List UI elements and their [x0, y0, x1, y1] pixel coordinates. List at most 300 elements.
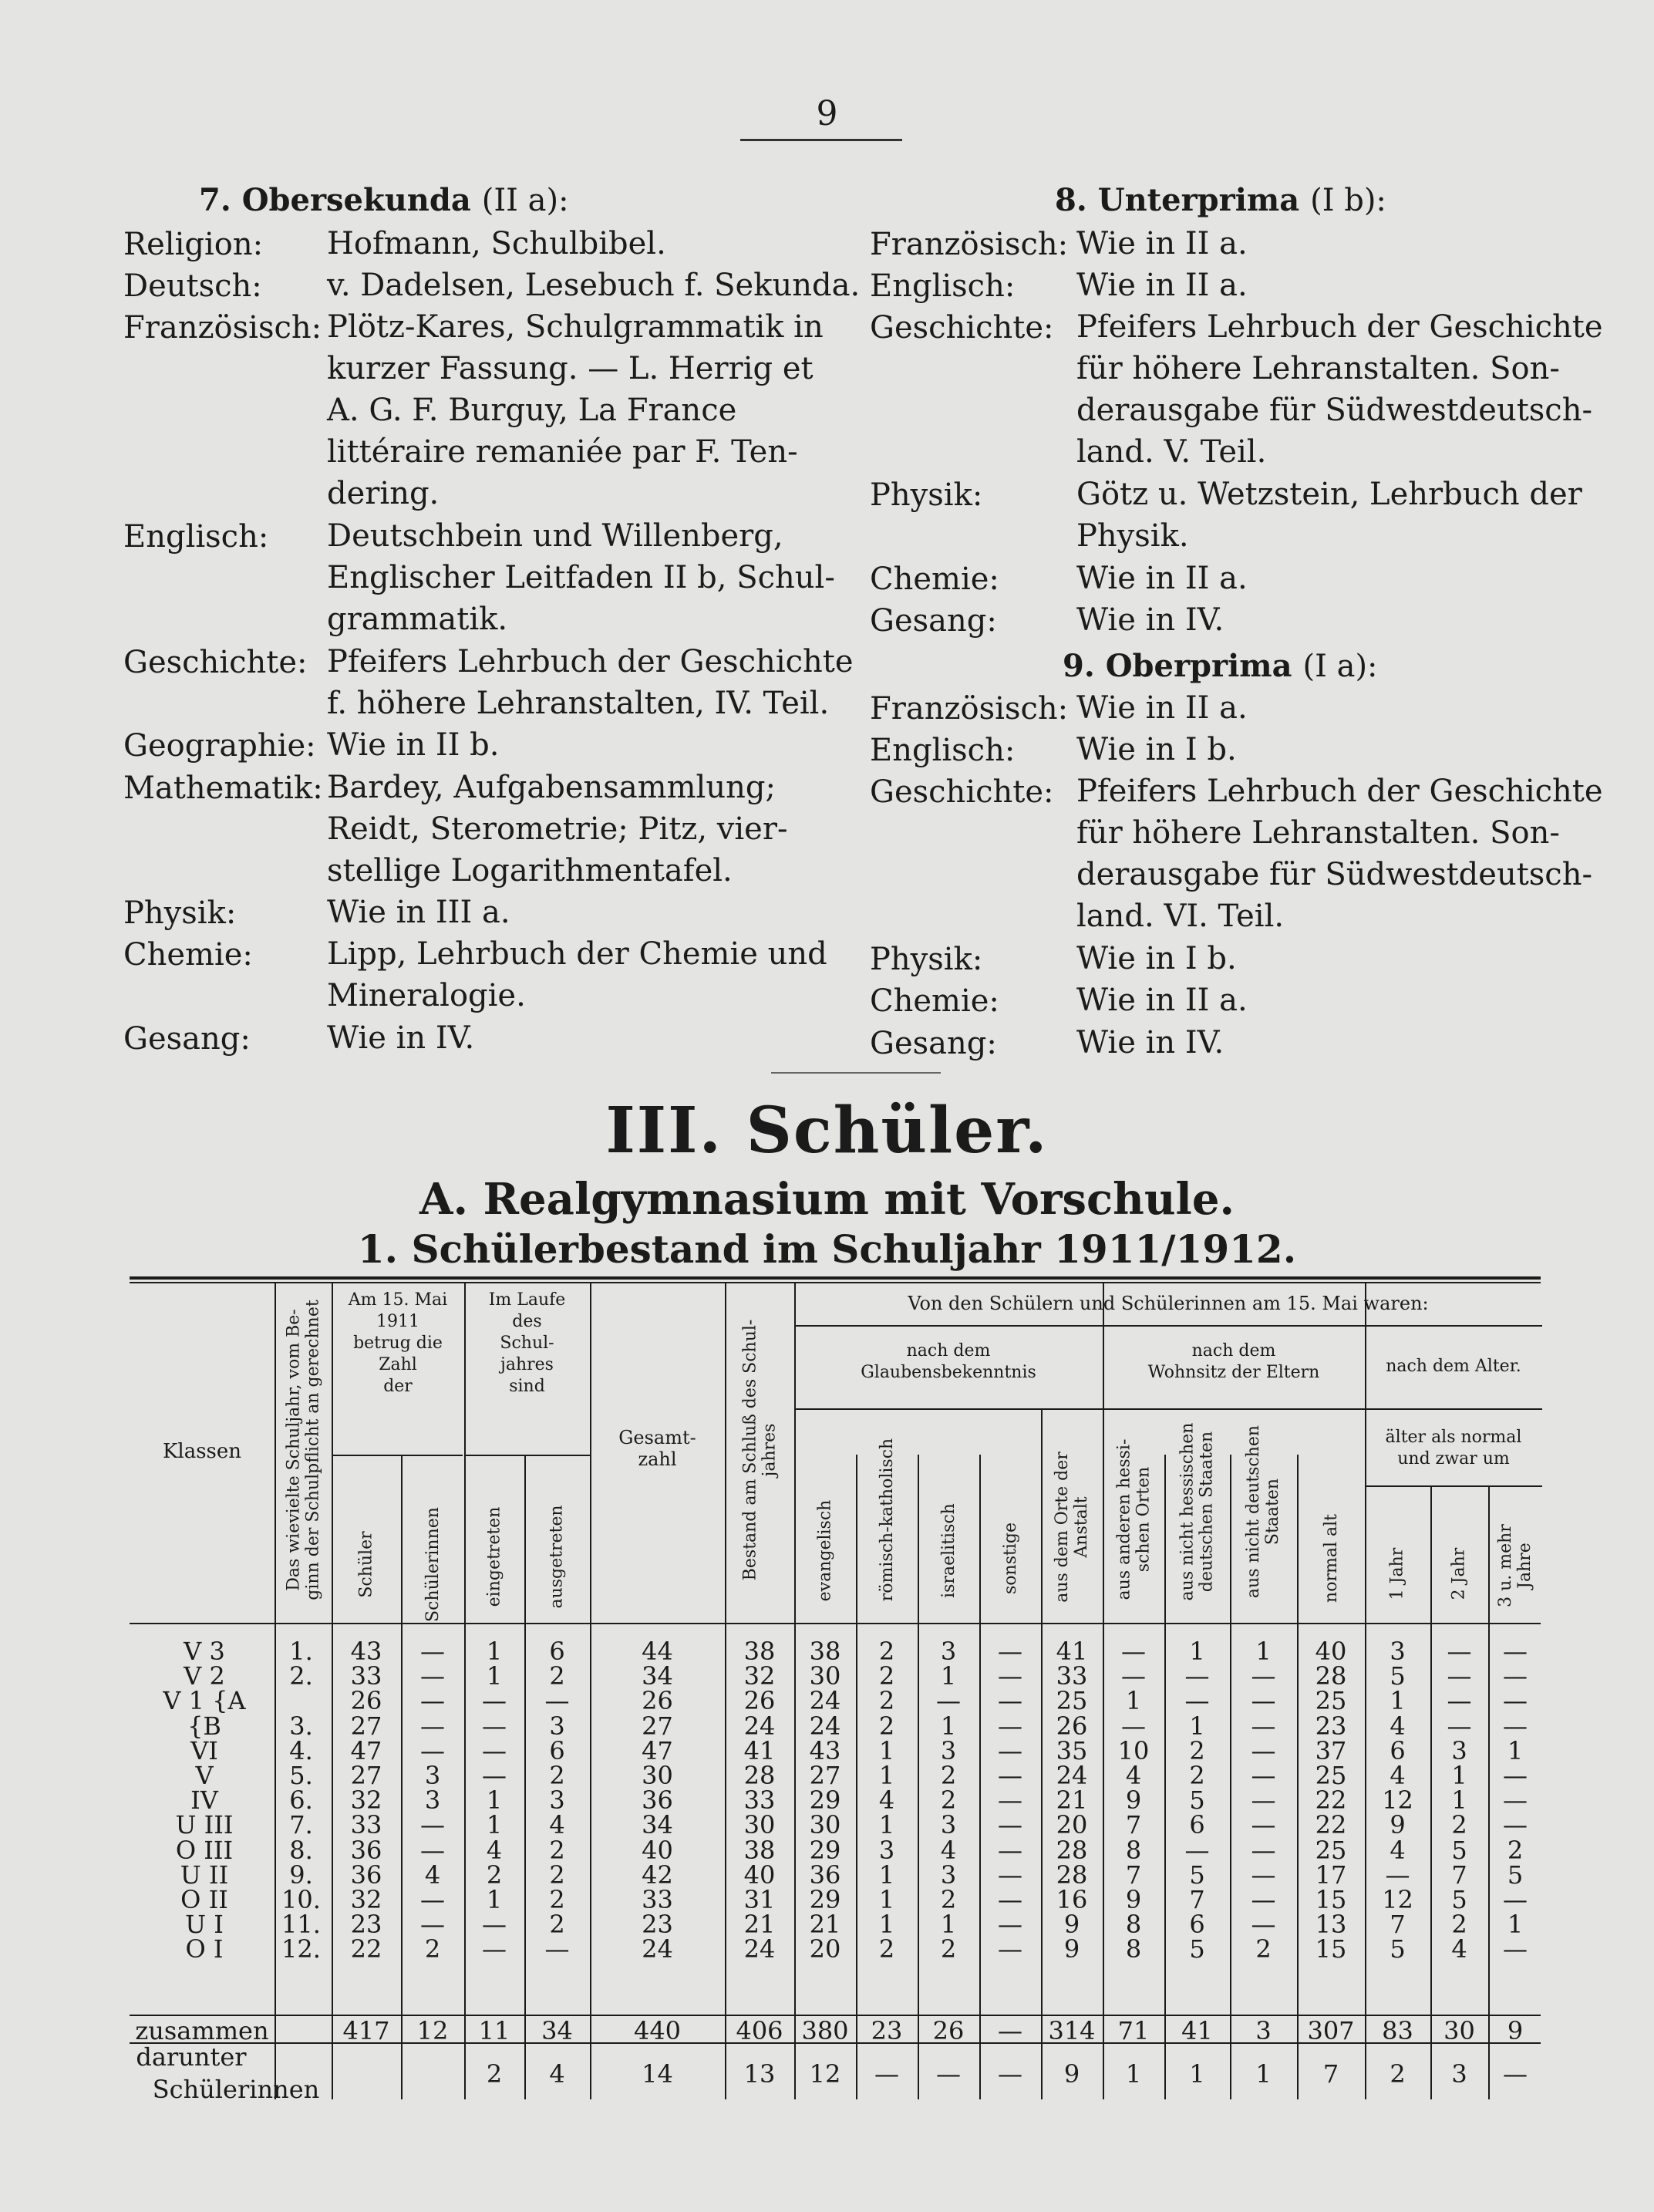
table-cell: 6: [1189, 1810, 1205, 1840]
table-cell: 31: [743, 1885, 776, 1914]
school-year-number: 10.: [281, 1885, 321, 1914]
total-label: zusammen: [135, 2016, 269, 2045]
class-label: O III: [175, 1835, 234, 1865]
book-line: Wie in II a.: [1076, 268, 1248, 304]
table-cell: —: [1503, 1661, 1528, 1691]
table-cell: 1: [1451, 1785, 1467, 1816]
table-cell: —: [998, 1910, 1022, 1940]
girls-cell: 12: [809, 2059, 841, 2089]
table-cell: 2: [486, 1860, 503, 1890]
table-cell: —: [1447, 1686, 1472, 1716]
total-cell: 41: [1181, 2016, 1213, 2045]
table-cell: 30: [642, 1761, 673, 1790]
table-cell: 41: [743, 1735, 776, 1765]
class-label: V 2: [184, 1661, 225, 1691]
table-cell: 4: [940, 1835, 957, 1865]
table-cell: 7: [1390, 1910, 1406, 1940]
table-cell: —: [1503, 1637, 1528, 1666]
book-reference: [327, 933, 827, 1017]
book-line: Wie in III a.: [327, 895, 510, 931]
header-line: römisch-katholisch: [877, 1438, 897, 1601]
girls-cell: 1: [1189, 2059, 1205, 2089]
table-cell: 24: [743, 1711, 776, 1741]
table-cell: 40: [642, 1835, 673, 1865]
header-line: Wohnsitz der Eltern: [1147, 1363, 1320, 1382]
book-line: Wie in II a.: [1076, 560, 1248, 596]
table-cell: 40: [743, 1860, 776, 1890]
school-year-number: 8.: [289, 1835, 313, 1865]
table-cell: 5: [1507, 1860, 1524, 1890]
table-cell: 15: [1315, 1934, 1347, 1964]
group-mid-rule: [794, 1408, 1542, 1410]
subject-label: Französisch:: [870, 227, 1069, 262]
total-cell: 30: [1443, 2016, 1475, 2045]
table-cell: 1: [878, 1910, 895, 1940]
table-cell: —: [544, 1686, 570, 1716]
table-cell: 2: [549, 1661, 565, 1691]
book-reference: [1076, 980, 1248, 1021]
class-label: U I: [185, 1910, 224, 1940]
header-alter-sub: [1365, 1427, 1542, 1470]
class-label: V 3: [184, 1637, 225, 1666]
table-cell: —: [1447, 1637, 1472, 1666]
table-cell: 7: [1189, 1885, 1205, 1914]
table-cell: 1: [878, 1860, 895, 1890]
book-line: A. G. F. Burguy, La France: [327, 393, 737, 429]
table-cell: —: [482, 1735, 507, 1765]
table-cell: 12: [1382, 1885, 1413, 1914]
table-cell: 30: [809, 1661, 841, 1691]
book-line: Wie in II b.: [327, 727, 500, 764]
table-cell: 5: [1189, 1860, 1205, 1890]
heading-num: 7.: [199, 182, 231, 218]
total-cell: 71: [1117, 2016, 1150, 2045]
book-line: Englischer Leitfaden II b, Schul-: [327, 560, 835, 596]
book-reference: [327, 892, 510, 933]
table-cell: 2: [424, 1934, 441, 1964]
table-cell: 10: [1117, 1735, 1150, 1765]
book-line: für höhere Lehranstalten. Son-: [1076, 351, 1560, 387]
table-cell: 47: [642, 1735, 673, 1765]
table-cell: 33: [642, 1885, 673, 1914]
table-cell: 3: [424, 1761, 441, 1790]
table-cell: 33: [1056, 1661, 1088, 1691]
book-line: littéraire remaniée par F. Ten-: [327, 434, 798, 470]
girls-cell: —: [1503, 2059, 1528, 2089]
table-cell: —: [420, 1711, 445, 1741]
header-laufe-ausgetreten: [547, 1505, 567, 1608]
total-cell: 23: [871, 2016, 903, 2045]
table-cell: 2: [940, 1885, 957, 1914]
subsection-title: A. Realgymnasium mit Vorschule.: [419, 1174, 1235, 1225]
table-top-rule-inner: [130, 1282, 1541, 1283]
total-cell: 9: [1507, 2016, 1524, 2045]
table-cell: 2: [1451, 1910, 1467, 1940]
header-line: ausgetreten: [547, 1504, 567, 1609]
table-cell: 44: [642, 1637, 673, 1666]
table-cell: 12: [1382, 1785, 1413, 1816]
table-cell: 23: [642, 1910, 673, 1940]
table-cell: 20: [1056, 1810, 1088, 1840]
table-cell: 23: [350, 1910, 382, 1940]
header-line: zahl: [638, 1448, 677, 1470]
table-cell: —: [482, 1761, 507, 1790]
table-cell: —: [1503, 1785, 1528, 1816]
subject-label: Englisch:: [123, 519, 269, 555]
table-cell: 2: [1451, 1810, 1467, 1840]
header-line: 1911: [376, 1312, 419, 1331]
table-cell: 2: [549, 1761, 565, 1790]
table-cell: 5: [1390, 1661, 1406, 1691]
girls-cell: 2: [1390, 2059, 1406, 2089]
total-cell: 26: [932, 2016, 965, 2045]
table-cell: 24: [809, 1711, 841, 1741]
header-line: deutschen Staaten: [1196, 1431, 1216, 1593]
table-cell: —: [1251, 1885, 1276, 1914]
header-mai-group: [332, 1290, 464, 1398]
table-top-rule: [130, 1276, 1541, 1280]
table-cell: 1: [486, 1810, 503, 1840]
table-cell: 5: [1451, 1835, 1467, 1865]
header-israelitisch: [938, 1503, 958, 1598]
table-cell: 28: [1056, 1860, 1088, 1890]
table-cell: 26: [642, 1686, 673, 1716]
table-cell: 3: [549, 1711, 565, 1741]
table-cell: 15: [1315, 1885, 1347, 1914]
header-3-jahre: [1496, 1524, 1534, 1607]
subject-label: Englisch:: [870, 268, 1016, 305]
class-label: U III: [175, 1810, 234, 1840]
table-cell: —: [1503, 1711, 1528, 1741]
table-cell: 2: [1255, 1934, 1272, 1964]
book-line: Hofmann, Schulbibel.: [327, 226, 666, 261]
header-line: Das wievielte Schuljahr, vom Be-: [284, 1309, 304, 1591]
header-line: nach dem: [906, 1341, 991, 1361]
book-line: Mineralogie.: [327, 978, 526, 1014]
header-line: israelitisch: [938, 1502, 958, 1598]
mai-group-rule: [332, 1455, 463, 1456]
table-cell: 38: [743, 1637, 776, 1666]
header-wohnsitz: [1103, 1340, 1365, 1384]
book-line: dering.: [327, 476, 440, 512]
book-reference: [1076, 223, 1248, 265]
total-cell: 314: [1048, 2016, 1096, 2045]
table-cell: —: [1503, 1885, 1528, 1914]
table-cell: 17: [1315, 1860, 1347, 1890]
header-line: und zwar um: [1397, 1449, 1510, 1468]
header-line: des: [512, 1312, 542, 1331]
table-cell: 2: [878, 1637, 895, 1666]
table-cell: 16: [1056, 1885, 1088, 1914]
table-cell: 26: [743, 1686, 776, 1716]
class-label: V 1 {A: [163, 1686, 246, 1716]
table-cell: —: [1121, 1661, 1146, 1691]
laufe-group-rule: [464, 1455, 590, 1456]
subject-label: Chemie:: [870, 561, 999, 597]
table-cell: 1: [1255, 1637, 1272, 1666]
subject-label: Französisch:: [123, 310, 322, 346]
total-cell: 417: [342, 2016, 390, 2045]
book-line: land. V. Teil.: [1076, 434, 1267, 470]
girls-label-2: Schülerinnen: [152, 2075, 320, 2104]
table-cell: 27: [350, 1711, 382, 1741]
table-cell: 21: [1056, 1785, 1088, 1816]
header-gesamtzahl: [590, 1427, 725, 1470]
header-group-top: [794, 1293, 1542, 1314]
table-cell: —: [998, 1860, 1022, 1890]
table-cell: 1: [1507, 1735, 1524, 1765]
total-cell: 3: [1255, 2016, 1272, 2045]
table-cell: —: [482, 1711, 507, 1741]
heading-num: 9.: [1063, 648, 1095, 684]
header-line: Schüler: [356, 1530, 376, 1598]
table-cell: —: [998, 1637, 1022, 1666]
table-cell: 27: [642, 1711, 673, 1741]
table-cell: 2: [549, 1910, 565, 1940]
header-line: nach dem Alter.: [1386, 1357, 1521, 1376]
header-laufe-group: [464, 1290, 590, 1398]
book-line: Wie in IV.: [1076, 602, 1224, 638]
table-cell: 28: [1315, 1661, 1347, 1691]
table-cell: 1: [878, 1735, 895, 1765]
header-line: Jahre: [1514, 1543, 1534, 1589]
total-cell: —: [998, 2016, 1022, 2045]
heading-code: (I a):: [1302, 649, 1378, 684]
table-cell: 4: [1390, 1711, 1406, 1741]
header-1-jahr: [1387, 1547, 1406, 1600]
subject-label: Geographie:: [123, 728, 316, 764]
book-line: Reidt, Sterometrie; Pitz, vier-: [327, 811, 788, 847]
school-year-number: 5.: [289, 1761, 313, 1790]
table-cell: —: [544, 1934, 570, 1964]
header-line: betrug die: [353, 1334, 443, 1353]
table-cell: 1: [940, 1711, 957, 1741]
table-cell: 35: [1056, 1735, 1088, 1765]
table-cell: 2: [878, 1686, 895, 1716]
header-bestand: [740, 1320, 779, 1581]
table-cell: 3: [1390, 1637, 1406, 1666]
table-cell: 2: [549, 1835, 565, 1865]
class-label: VI: [190, 1735, 218, 1765]
girls-cell: 1: [1255, 2059, 1272, 2089]
table-cell: 1: [878, 1761, 895, 1790]
header-glaube: [794, 1340, 1103, 1384]
table-cell: 2: [878, 1661, 895, 1691]
heading-name: Unterprima: [1097, 182, 1300, 218]
table-cell: 38: [809, 1637, 841, 1666]
table-cell: 24: [642, 1934, 673, 1964]
subject-label: Englisch:: [870, 733, 1016, 769]
table-cell: 2: [549, 1885, 565, 1914]
school-year-number: 3.: [289, 1711, 313, 1741]
table-cell: 2: [878, 1711, 895, 1741]
table-cell: —: [482, 1686, 507, 1716]
header-line: 3 u. mehr: [1495, 1524, 1515, 1607]
header-line: Anstalt: [1071, 1496, 1091, 1558]
table-cell: —: [1121, 1637, 1146, 1666]
book-line: Wie in IV.: [327, 1020, 475, 1056]
header-line: aus dem Orte der: [1052, 1452, 1072, 1603]
table-cell: 5: [1189, 1934, 1205, 1964]
table-cell: —: [1447, 1661, 1472, 1691]
header-line: aus anderen hessi-: [1113, 1438, 1134, 1600]
book-line: Wie in II a.: [1076, 983, 1248, 1019]
header-line: ginn der Schulpflicht an gerechnet: [303, 1300, 323, 1600]
table-cell: 3: [549, 1785, 565, 1816]
class-label: U II: [180, 1860, 229, 1890]
table-cell: 1: [1390, 1686, 1406, 1716]
header-laufe-eingetreten: [484, 1506, 504, 1607]
table-cell: 4: [549, 1810, 565, 1840]
table-cell: 36: [809, 1860, 841, 1890]
header-line: Von den Schülern und Schülerinnen am 15. Mai waren:: [908, 1293, 1429, 1314]
table-cell: 9: [1125, 1885, 1142, 1914]
subject-label: Physik:: [123, 895, 237, 932]
book-line: land. VI. Teil.: [1076, 899, 1285, 935]
table-cell: 33: [350, 1810, 382, 1840]
table-cell: 29: [809, 1835, 841, 1865]
table-cell: 9: [1063, 1934, 1080, 1964]
table-cell: —: [420, 1910, 445, 1940]
subject-label: Geschichte:: [123, 645, 308, 680]
table-cell: 26: [350, 1686, 382, 1716]
table-cell: 3: [940, 1860, 957, 1890]
header-line: Glaubensbekenntnis: [861, 1363, 1036, 1382]
subject-label: Physik:: [870, 942, 983, 978]
table-cell: —: [998, 1835, 1022, 1865]
total-cell: 440: [633, 2016, 682, 2045]
table-cell: —: [1251, 1711, 1276, 1741]
table-cell: 2: [940, 1785, 957, 1816]
book-reference: [327, 515, 835, 640]
table-cell: —: [998, 1761, 1022, 1790]
alter-sub-rule: [1365, 1485, 1542, 1487]
table-cell: —: [936, 1686, 961, 1716]
school-year-number: 4.: [289, 1735, 313, 1765]
header-line: Schülerinnen: [423, 1506, 443, 1622]
table-cell: 2: [1189, 1761, 1205, 1790]
header-line: Im Laufe: [488, 1290, 566, 1310]
table-cell: 36: [350, 1835, 382, 1865]
table-cell: 4: [424, 1860, 441, 1890]
table-cell: —: [1385, 1860, 1410, 1890]
table-title: 1. Schülerbestand im Schuljahr 1911/1912.: [357, 1226, 1297, 1272]
book-reference: [1076, 1022, 1224, 1064]
subject-label: Religion:: [123, 227, 264, 262]
header-hessisch: [1114, 1439, 1153, 1600]
total-cell: 34: [541, 2016, 573, 2045]
table-cell: —: [1251, 1860, 1276, 1890]
table-cell: 22: [350, 1934, 382, 1964]
table-cell: —: [998, 1711, 1022, 1741]
table-cell: 22: [1315, 1785, 1347, 1816]
table-cell: 43: [350, 1637, 382, 1666]
book-line: Pfeifers Lehrbuch der Geschichte: [1076, 309, 1603, 346]
section-heading-unterprima: [1055, 182, 1386, 218]
book-line: Wie in II a.: [1076, 226, 1248, 261]
table-cell: 25: [1056, 1686, 1088, 1716]
table-cell: —: [998, 1810, 1022, 1840]
header-nicht-deutsch: [1244, 1425, 1282, 1598]
book-line: Lipp, Lehrbuch der Chemie und: [327, 936, 827, 973]
table-cell: 21: [743, 1910, 776, 1940]
heading-name: Obersekunda: [241, 182, 471, 218]
book-line: f. höhere Lehranstalten, IV. Teil.: [327, 686, 830, 721]
table-cell: 3: [1451, 1735, 1467, 1765]
table-cell: —: [998, 1686, 1022, 1716]
table-cell: 26: [1056, 1711, 1088, 1741]
table-cell: 1: [940, 1661, 957, 1691]
header-line: Gesamt-: [618, 1427, 696, 1448]
table-cell: 33: [743, 1785, 776, 1816]
girls-cell: 4: [549, 2059, 565, 2089]
divider-rule: [771, 1072, 941, 1074]
table-cell: 9: [1390, 1810, 1406, 1840]
total-cell: 83: [1382, 2016, 1413, 2045]
table-cell: —: [998, 1885, 1022, 1914]
header-bottom-rule: [130, 1623, 1541, 1624]
total-cell: 380: [801, 2016, 849, 2045]
table-cell: 6: [549, 1637, 565, 1666]
school-year-number: 11.: [281, 1910, 321, 1940]
header-mai-schuelerinnen: [423, 1507, 442, 1622]
table-cell: —: [1184, 1835, 1210, 1865]
subject-label: Französisch:: [870, 691, 1069, 727]
header-line: Klassen: [162, 1440, 242, 1463]
table-cell: 4: [1390, 1761, 1406, 1790]
table-cell: —: [420, 1637, 445, 1666]
table-cell: 36: [350, 1860, 382, 1890]
table-cell: —: [1184, 1661, 1210, 1691]
book-line: v. Dadelsen, Lesebuch f. Sekunda.: [327, 268, 861, 304]
subject-label: Mathematik:: [123, 770, 323, 806]
table-cell: —: [1251, 1810, 1276, 1840]
table-cell: —: [420, 1686, 445, 1716]
table-cell: 2: [940, 1761, 957, 1790]
book-line: für höhere Lehranstalten. Son-: [1076, 815, 1560, 851]
table-cell: 3: [424, 1785, 441, 1816]
header-sonstige: [1000, 1522, 1019, 1594]
book-reference: [1076, 729, 1237, 770]
girls-cell: 3: [1451, 2059, 1467, 2089]
class-label: IV: [190, 1785, 218, 1816]
header-2-jahr: [1449, 1547, 1468, 1600]
table-cell: 36: [642, 1785, 673, 1816]
chapter-title: III. Schüler.: [605, 1094, 1049, 1168]
table-cell: 1: [878, 1885, 895, 1914]
table-cell: 4: [486, 1835, 503, 1865]
table-cell: 5: [1451, 1885, 1467, 1914]
header-line: jahres: [500, 1355, 554, 1374]
section-heading-obersekunda: [199, 182, 569, 218]
table-cell: 24: [1056, 1761, 1088, 1790]
table-cell: —: [1251, 1761, 1276, 1790]
table-cell: 7: [1451, 1860, 1467, 1890]
table-cell: —: [420, 1735, 445, 1765]
table-cell: 25: [1315, 1835, 1347, 1865]
table-cell: 34: [642, 1810, 673, 1840]
table-cell: 5: [1390, 1934, 1406, 1964]
school-year-number: 7.: [289, 1810, 313, 1840]
total-cell: 307: [1307, 2016, 1355, 2045]
book-reference: [1076, 306, 1603, 473]
table-cell: 9: [1125, 1785, 1142, 1816]
heading-code: (I b):: [1310, 183, 1386, 218]
book-line: Plötz-Kares, Schulgrammatik in: [327, 309, 824, 346]
header-mai-schueler: [357, 1531, 376, 1597]
table-cell: —: [420, 1810, 445, 1840]
book-line: grammatik.: [327, 602, 508, 638]
